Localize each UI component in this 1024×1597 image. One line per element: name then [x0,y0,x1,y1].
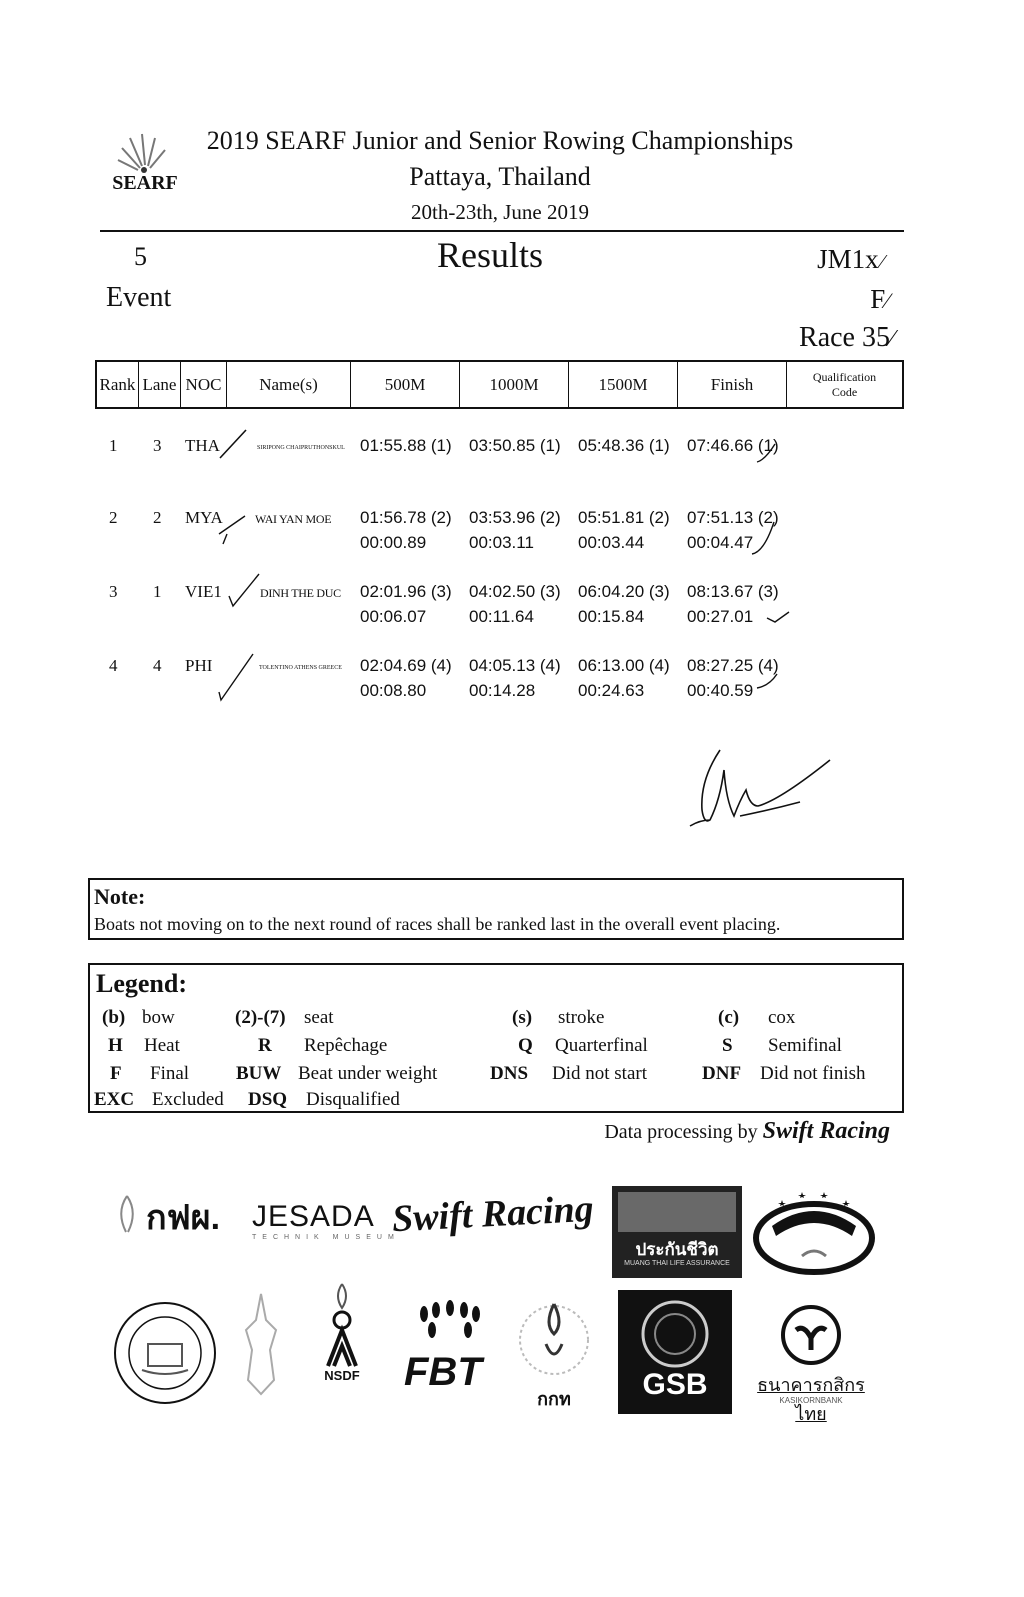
location: Pattaya, Thailand [409,162,591,191]
split-500m: 02:01.96 (3) [360,582,452,601]
delta-1000m: 00:14.28 [469,681,536,700]
sat-logo [514,1294,594,1414]
muang-thai-text: ประกันชีวิต [635,1240,719,1259]
event-label: Event [106,282,172,313]
legend-code-text: EXC [94,1089,135,1110]
split-1500m: 06:04.20 (3) [578,582,670,601]
tick-mark-icon [218,428,248,462]
kasikornbank-emblem-icon [746,1304,876,1366]
legend-label: bow [142,1007,175,1028]
legend-code-text: (2)-(7) [235,1007,286,1028]
legend-code [518,1035,533,1057]
legend-box [88,963,904,1113]
results-title: Results [436,235,543,275]
gsb-emblem-icon [618,1290,732,1370]
check-mark-icon: ⁄ [885,288,889,313]
finish-time: 08:13.67 (3) [687,582,779,601]
legend-code-text: DSQ [248,1089,288,1110]
delta-500m: 00:06.07 [360,607,427,626]
legend-code [490,1063,528,1085]
athlete-name: SIRIPONG CHAIPRUTHONSKUL [257,445,345,451]
magic-farm-logo [752,1186,880,1282]
legend-label: Quarterfinal [555,1035,648,1056]
table-row [95,656,904,716]
legend-code-text: DNF [702,1063,742,1084]
legend-code-text: (b) [102,1007,126,1028]
delta-1500m: 00:15.84 [578,607,645,626]
nsdf-text: NSDF [324,1368,360,1383]
legend-label: seat [304,1007,334,1028]
tick-mark-icon [227,570,261,612]
race-label-text: Race 35 [799,322,890,353]
legend-code [512,1007,532,1029]
table-row [95,508,904,568]
rank: 3 [109,582,118,601]
port-authority-emblem-icon [112,1300,218,1406]
split-1000m: 04:05.13 (4) [469,656,561,675]
legend-code [102,1007,125,1029]
delta-finish: 00:40.59 [687,681,754,700]
dates: 20th-23th, June 2019 [411,200,589,224]
legend-code [718,1007,739,1029]
col-names: Name(s) [227,362,351,407]
col-noc: NOC [181,362,227,407]
legend-label: Did not start [552,1063,647,1084]
col-1000m: 1000M [460,362,569,407]
delta-finish: 00:27.01 [687,607,754,626]
legend-code-text: (c) [718,1007,740,1028]
ministry-emblem-logo [236,1290,286,1400]
egat-emblem-icon [112,1192,142,1238]
kasikornbank-text: KASIKORNBANK [779,1396,843,1405]
legend-code-text: S [722,1035,733,1056]
noc: PHI [185,656,213,675]
phase-code [870,284,889,315]
legend-code-text: H [108,1035,123,1056]
col-lane: Lane [139,362,181,407]
split-1000m: 03:53.96 (2) [469,508,561,527]
phase-code-text: F [870,284,886,314]
tick-mark-icon [755,672,781,692]
split-500m: 02:04.69 (4) [360,656,452,675]
split-1500m: 06:13.00 (4) [578,656,670,675]
gsb-logo [618,1290,732,1414]
legend-code [94,1089,134,1111]
tick-mark-icon [750,518,778,558]
searf-logo [100,128,190,208]
data-processing-credit [604,1118,890,1145]
kkt-text: กกท [537,1389,571,1409]
delta-1000m: 00:03.11 [469,533,534,552]
athlete-name: TOLENTINO ATHENS GREECE [259,665,342,671]
lane: 1 [153,582,162,601]
tick-mark-icon [217,650,257,702]
nsdf-logo [300,1280,384,1410]
col-rank: Rank [97,362,139,407]
event-number: 5 [134,242,147,271]
split-500m: 01:56.78 (2) [360,508,452,527]
official-signature [680,740,840,840]
lane: 2 [153,508,162,527]
delta-finish: 00:04.47 [687,533,754,552]
fbt-text: FBT [404,1350,482,1394]
lane: 4 [153,656,162,675]
laurel-icon [404,1300,496,1352]
split-1000m: 03:50.85 (1) [469,436,561,455]
kasikornbank-thai-text: ธนาคารกสิกรไทย [757,1375,865,1424]
muang-thai-logo [612,1186,742,1278]
table-row [95,436,904,496]
legend-code-text: BUW [236,1063,282,1084]
athlete-name: DINH THE DUC [260,586,341,600]
tick-mark-icon [765,606,791,626]
split-1000m: 04:02.50 (3) [469,582,561,601]
gsb-text: GSB [642,1368,708,1401]
jesada-subtext: TECHNIK MUSEUM [252,1234,400,1241]
legend-code [248,1089,287,1111]
port-authority-logo [112,1300,218,1406]
legend-code [702,1063,741,1085]
muang-thai-subtext: MUANG THAI LIFE ASSURANCE [624,1260,730,1267]
sat-emblem-icon [514,1294,594,1384]
split-1500m: 05:48.36 (1) [578,436,670,455]
note-title: Note: [94,884,146,909]
data-processing-brand: Swift Racing [762,1118,890,1144]
delta-1000m: 00:11.64 [469,607,534,626]
kasikornbank-logo [746,1304,876,1424]
table-row [95,582,904,642]
tick-mark-icon [755,442,779,464]
magic-farm-emblem-icon [752,1186,880,1282]
legend-code [236,1063,281,1085]
legend-label: Beat under weight [298,1063,438,1084]
egat-logo [112,1190,252,1250]
fbt-logo [404,1300,496,1400]
legend-label: Disqualified [306,1089,400,1110]
legend-label: Heat [144,1035,180,1056]
delta-1500m: 00:03.44 [578,533,645,552]
jesada-logo [252,1200,400,1241]
legend-label: Semifinal [768,1035,842,1056]
col-finish: Finish [678,362,787,407]
col-qualification-label: Qualification [812,369,877,384]
rank: 2 [109,508,118,527]
rank: 4 [109,656,118,675]
finish-time: 07:46.66 (1) [687,436,779,455]
col-code-label: Code [831,384,858,399]
legend-code-text: R [258,1035,272,1056]
ministry-emblem-icon [236,1290,286,1400]
event-code-text: JM1x [817,244,879,274]
note-box [88,878,904,940]
check-mark-icon: ⁄ [880,251,884,273]
legend-label: stroke [558,1007,605,1028]
tick-mark-icon [217,512,247,546]
legend-code-text: DNS [490,1063,529,1084]
legend-code [258,1035,272,1057]
legend-code [722,1035,733,1057]
delta-1500m: 00:24.63 [578,681,645,700]
legend-label: cox [768,1007,796,1028]
header-divider [100,230,904,232]
lane: 3 [153,436,162,455]
check-mark-icon: ⁄ [889,326,894,352]
legend-code [235,1007,286,1029]
noc: VIE1 [185,582,222,601]
delta-500m: 00:00.89 [360,533,427,552]
data-processing-label: Data processing by [604,1121,758,1143]
split-500m: 01:55.88 (1) [360,436,452,455]
rank: 1 [109,436,118,455]
legend-code-text: (s) [512,1007,533,1028]
col-qualification-code [787,362,902,407]
finish-time: 08:27.25 (4) [687,656,779,675]
egat-text: กฟผ. [146,1199,221,1237]
note-text: Boats not moving on to the next round of races shall be ranked last in the overall event placing. [94,914,781,934]
delta-500m: 00:08.80 [360,681,427,700]
legend-code [108,1035,123,1057]
legend-title: Legend: [96,969,187,998]
legend-label: Repêchage [304,1035,388,1056]
searf-logo-text: SEARF [112,172,178,194]
legend-code-text: Q [518,1035,533,1056]
split-1500m: 05:51.81 (2) [578,508,670,527]
noc: THA [185,436,220,455]
jesada-text: JESADA [252,1200,375,1233]
noc: MYA [185,508,223,527]
swift-racing-logo: Swift Racing [391,1187,595,1241]
event-code [817,244,884,275]
race-label [799,322,894,354]
legend-label: Final [150,1063,190,1084]
finish-time: 07:51.13 (2) [687,508,779,527]
legend-label: Excluded [152,1089,224,1110]
col-500m: 500M [351,362,460,407]
legend-label: Did not finish [760,1063,866,1084]
results-table-header [95,360,904,409]
col-1500m: 1500M [569,362,678,407]
nsdf-emblem-icon [300,1280,384,1370]
legend-code [110,1063,122,1085]
legend-code-text: F [110,1063,122,1084]
championship-title: 2019 SEARF Junior and Senior Rowing Championships [206,126,794,155]
athlete-name: WAI YAN MOE [255,512,332,526]
